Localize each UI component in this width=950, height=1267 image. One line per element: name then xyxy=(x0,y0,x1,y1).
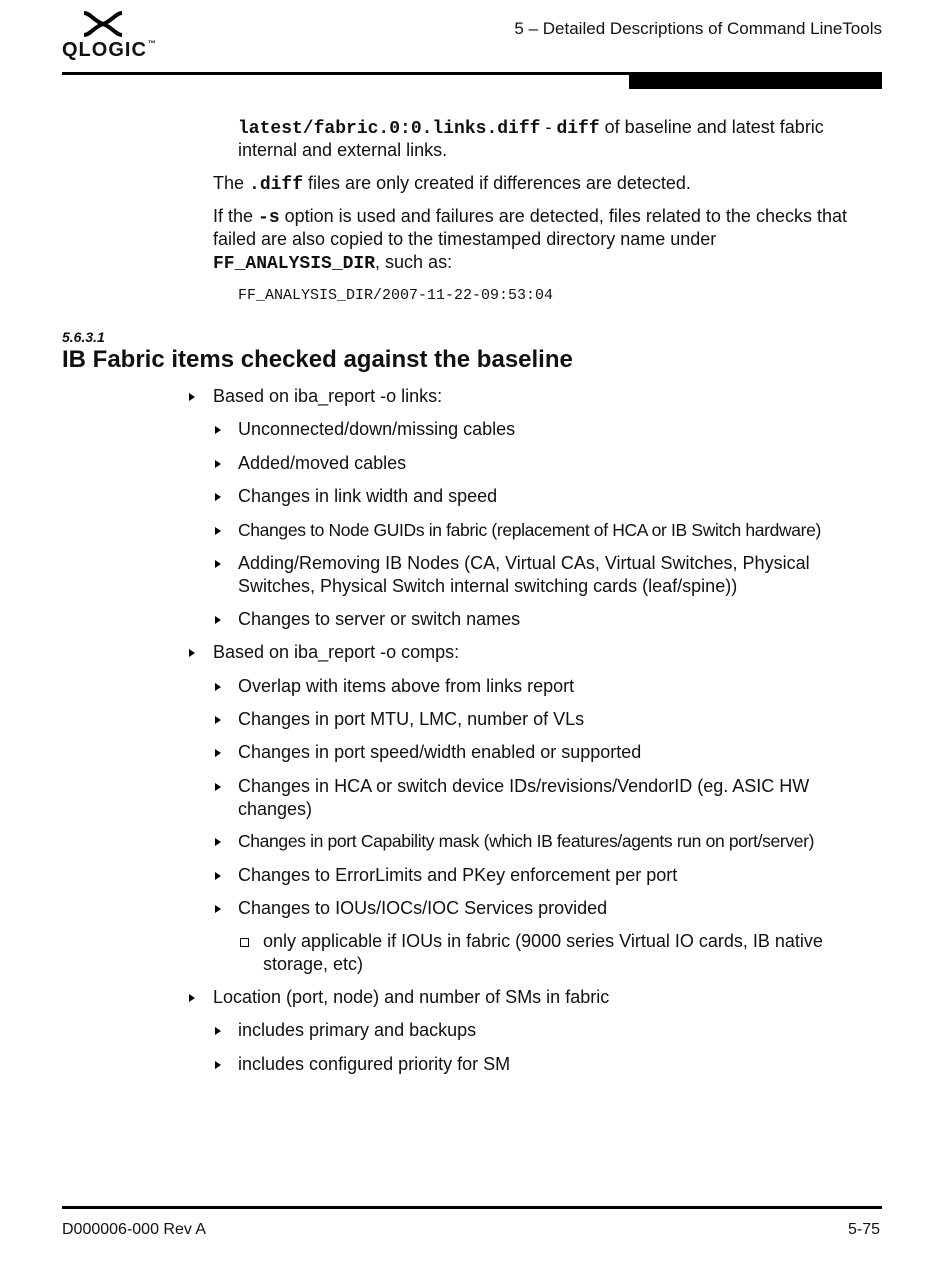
logo-wordmark: QLOGIC™ xyxy=(62,39,157,61)
list-item-continuation: Switches, Physical Switch internal switching cards (leaf/spine)) xyxy=(238,576,738,596)
square-bullet-icon xyxy=(240,938,249,947)
list-item: Added/moved cables xyxy=(238,453,407,473)
diff-file-code: latest/fabric.0:0.links.diff xyxy=(238,119,541,139)
bullet-icon xyxy=(215,1027,221,1035)
example-path: FF_ANALYSIS_DIR/2007-11-22-09:53:04 xyxy=(238,287,554,304)
list-item: Changes in port MTU, LMC, number of VLs xyxy=(238,709,585,729)
list-item: Overlap with items above from links report xyxy=(238,676,575,696)
list-item: Changes to server or switch names xyxy=(238,609,521,629)
sub-list-item-continuation: storage, etc) xyxy=(263,954,364,974)
bullet-icon xyxy=(189,393,195,401)
bullet-icon xyxy=(215,1061,221,1069)
footer-page-number: 5-75 xyxy=(847,1221,880,1238)
footer-doc-id: D000006-000 Rev A xyxy=(62,1221,207,1238)
list-item-links-label: Based on iba_report -o links: xyxy=(213,386,443,406)
bullet-icon xyxy=(215,838,221,846)
list-item: Changes in HCA or switch device IDs/revisions/VendorID (eg. ASIC HW xyxy=(238,776,810,796)
bullet-icon xyxy=(189,649,195,657)
bullet-icon xyxy=(215,905,221,913)
sub-list-item: only applicable if IOUs in fabric (9000 series Virtual IO cards, IB native xyxy=(263,931,823,951)
footer-rule xyxy=(62,1206,882,1209)
bullet-icon xyxy=(215,460,221,468)
section-title: IB Fabric items checked against the baseline xyxy=(62,346,573,373)
bullet-icon xyxy=(215,872,221,880)
s-option-line-1: If the -s option is used and failures are detected, files related to the checks that xyxy=(213,206,847,228)
list-item: Changes to ErrorLimits and PKey enforcement per port xyxy=(238,865,678,885)
bullet-icon xyxy=(215,783,221,791)
bullet-icon xyxy=(189,994,195,1002)
section-number: 5.6.3.1 xyxy=(62,329,105,345)
list-item-comps-label: Based on iba_report -o comps: xyxy=(213,642,460,662)
list-item: Changes to IOUs/IOCs/IOC Services provided xyxy=(238,898,608,918)
qlogic-logo xyxy=(62,10,157,62)
bullet-icon xyxy=(215,749,221,757)
list-item: Adding/Removing IB Nodes (CA, Virtual CAs, Virtual Switches, Physical xyxy=(238,553,810,573)
list-item: Unconnected/down/missing cables xyxy=(238,419,516,439)
bullet-icon xyxy=(215,493,221,501)
qlogic-logo-mark-icon xyxy=(80,10,126,38)
list-item: Changes in link width and speed xyxy=(238,486,498,506)
diff-note: The .diff files are only created if differences are detected. xyxy=(213,173,691,195)
bullet-icon xyxy=(215,716,221,724)
list-item-continuation: changes) xyxy=(238,799,313,819)
list-item-sms-label: Location (port, node) and number of SMs in fabric xyxy=(213,987,610,1007)
bullet-icon xyxy=(215,683,221,691)
running-header-title: 5 – Detailed Descriptions of Command LineTools xyxy=(514,19,882,38)
s-option-line-3: FF_ANALYSIS_DIR, such as: xyxy=(213,252,453,274)
list-item: includes configured priority for SM xyxy=(238,1054,511,1074)
s-option-line-2: failed are also copied to the timestamped directory name under xyxy=(213,229,717,249)
bullet-icon xyxy=(215,560,221,568)
list-item: Changes to Node GUIDs in fabric (replacement of HCA or IB Switch hardware) xyxy=(238,520,821,540)
diff-command-code: diff xyxy=(556,119,600,139)
bullet-icon xyxy=(215,527,221,535)
list-item: Changes in port Capability mask (which IB features/agents run on port/server) xyxy=(238,831,815,851)
bullet-icon xyxy=(215,616,221,624)
list-item: includes primary and backups xyxy=(238,1020,477,1040)
bullet-icon xyxy=(215,426,221,434)
header-bar xyxy=(629,75,882,89)
diff-line-2: internal and external links. xyxy=(238,140,448,160)
diff-line-1: latest/fabric.0:0.links.diff - diff of baseline and latest fabric xyxy=(238,117,824,139)
list-item: Changes in port speed/width enabled or supported xyxy=(238,742,642,762)
